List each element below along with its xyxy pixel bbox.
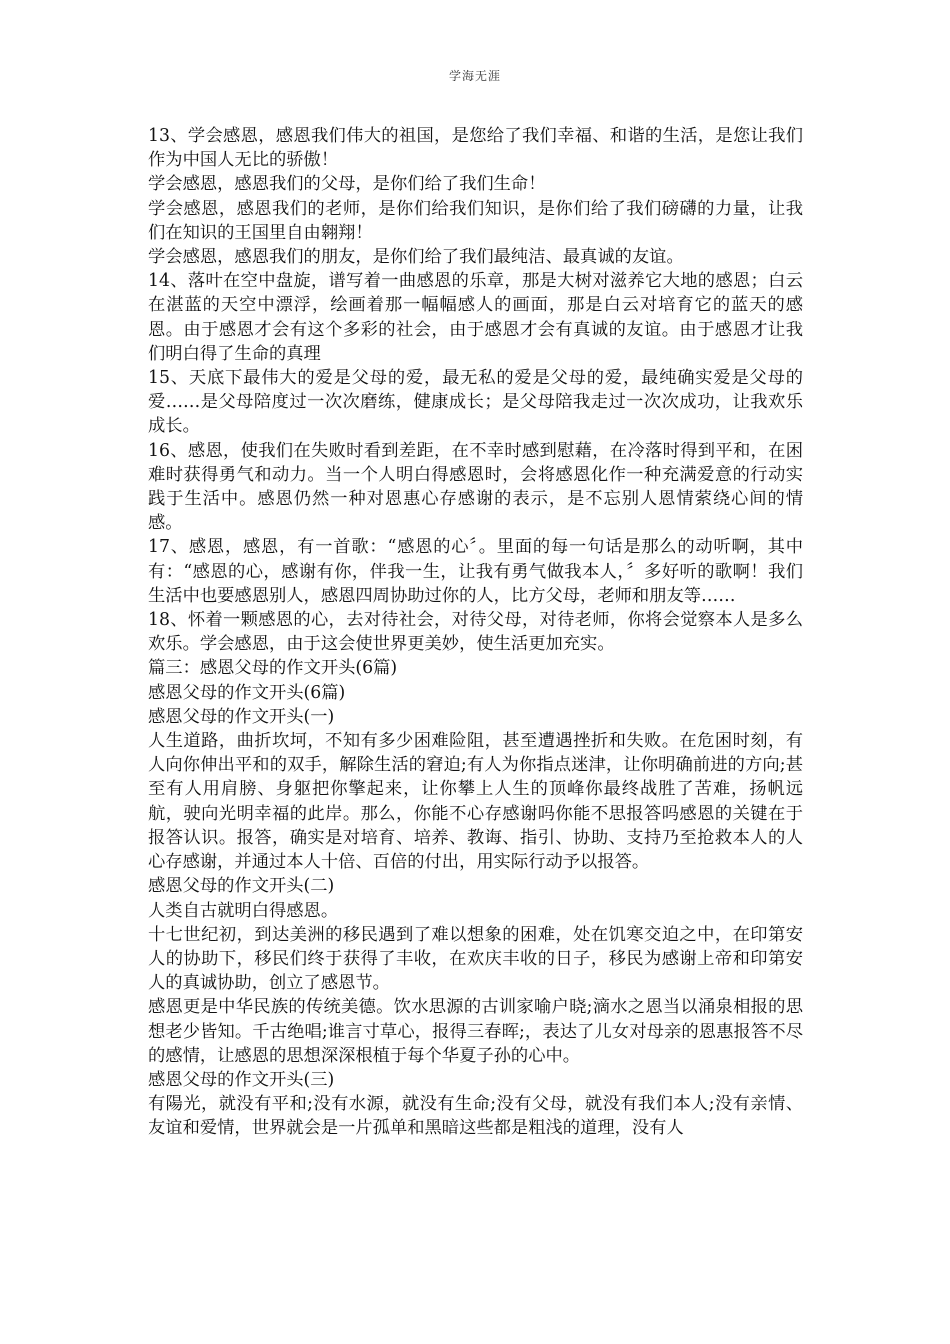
subsection-heading: 感恩父母的作文开头(三) [148, 1069, 335, 1090]
document-body [148, 124, 803, 1141]
paragraph: 十七世纪初，到达美洲的移民遇到了难以想象的困难，处在饥寒交迫之中，在印第安人的协助下，移民们终于获得了丰收，在欢庆丰收的日子，移民为感谢上帝和印第安人的真诚协助，创立了感恩节。 [148, 924, 803, 994]
subsection-heading: 感恩父母的作文开头(一) [148, 706, 335, 727]
paragraph: 学会感恩，感恩我们的朋友，是你们给了我们最纯洁、最真诚的友谊。 [148, 247, 684, 268]
section-heading: 感恩父母的作文开头(6篇) [148, 682, 346, 703]
page-header: 学海无涯 [448, 69, 501, 83]
paragraph: 16、感恩，使我们在失败时看到差距，在不幸时感到慰藉，在冷落时得到平和，在困难时获得勇气和动力。当一个人明白得感恩时，会将感恩化作一种充满爱意的行动实践于生活中。感恩仍然一种对恩惠心存感谢的表示，是不忘别人恩情萦绕心间的情感。 [148, 440, 803, 534]
paragraph: 14、落叶在空中盘旋，谱写着一曲感恩的乐章，那是大树对滋养它大地的感恩；白云在湛蓝的天空中漂浮，绘画着那一幅幅感人的画面，那是白云对培育它的蓝天的感恩。由于感恩才会有这个多彩的社会，由于感恩才会有真诚的友谊。由于感恩才让我们明白得了生命的真理 [148, 271, 803, 364]
paragraph: 学会感恩，感恩我们的父母，是你们给了我们生命！ [148, 174, 546, 195]
paragraph: 17、感恩，感恩，有一首歌：“感恩的心〞。里面的每一句话是那么的动听啊，其中有：“感恩的心，感谢有你，伴我一生，让我有勇气做我本人，〞多好听的歌啊！我们生活中也要感恩别人，感恩四周协助过你的人，比方父母，老师和朋友等…… [148, 537, 803, 606]
paragraph: 学会感恩，感恩我们的老师，是你们给我们知识，是你们给了我们磅礴的力量，让我们在知识的王国里自由翱翔！ [148, 198, 803, 243]
section-heading: 篇三：感恩父母的作文开头(6篇) [148, 658, 398, 679]
subsection-heading: 感恩父母的作文开头(二) [148, 876, 335, 897]
paragraph: 感恩更是中华民族的传统美德。饮水思源的古训家喻户晓;滴水之恩当以涌泉相报的思想老少皆知。千古绝唱;谁言寸草心，报得三春晖;，表达了儿女对母亲的恩惠报答不尽的感情，让感恩的思想深深根植于每个华夏子孙的心中。 [148, 997, 803, 1066]
paragraph: 18、怀着一颗感恩的心，去对待社会，对待父母，对待老师，你将会觉察本人是多么欢乐。学会感恩，由于这会使世界更美妙，使生活更加充实。 [148, 610, 803, 655]
paragraph: 有陽光，就没有平和;没有水源，就没有生命;没有父母，就没有我们本人;没有亲情、友谊和爱情，世界就会是一片孤单和黑暗这些都是粗浅的道理，没有人 [148, 1094, 803, 1139]
paragraph: 13、学会感恩，感恩我们伟大的祖国，是您给了我们幸福、和谐的生活，是您让我们作为中国人无比的骄傲！ [148, 126, 803, 171]
paragraph: 人生道路，曲折坎坷，不知有多少困难险阻，甚至遭遇挫折和失败。在危困时刻，有人向你伸出平和的双手，解除生活的窘迫;有人为你指点迷津，让你明确前进的方向;甚至有人用肩膀、身躯把你擎起来，让你攀上人生的顶峰你最终战胜了苦难，扬帆远航，驶向光明幸福的此岸。那么，你能不心存感谢吗你能不思报答吗感恩的关键在于报答认识。报答，确实是对培育、培养、教诲、指引、协助、支持乃至抢救本人的人心存感谢，并通过本人十倍、百倍的付出，用实际行动予以报答。 [148, 731, 803, 873]
paragraph: 人类自古就明白得感恩。 [148, 900, 339, 921]
paragraph: 15、天底下最伟大的爱是父母的爱，最无私的爱是父母的爱，最纯确实爱是父母的爱……是父母陪度过一次次磨练，健康成长；是父母陪我走过一次次成功，让我欢乐成长。 [148, 368, 803, 437]
